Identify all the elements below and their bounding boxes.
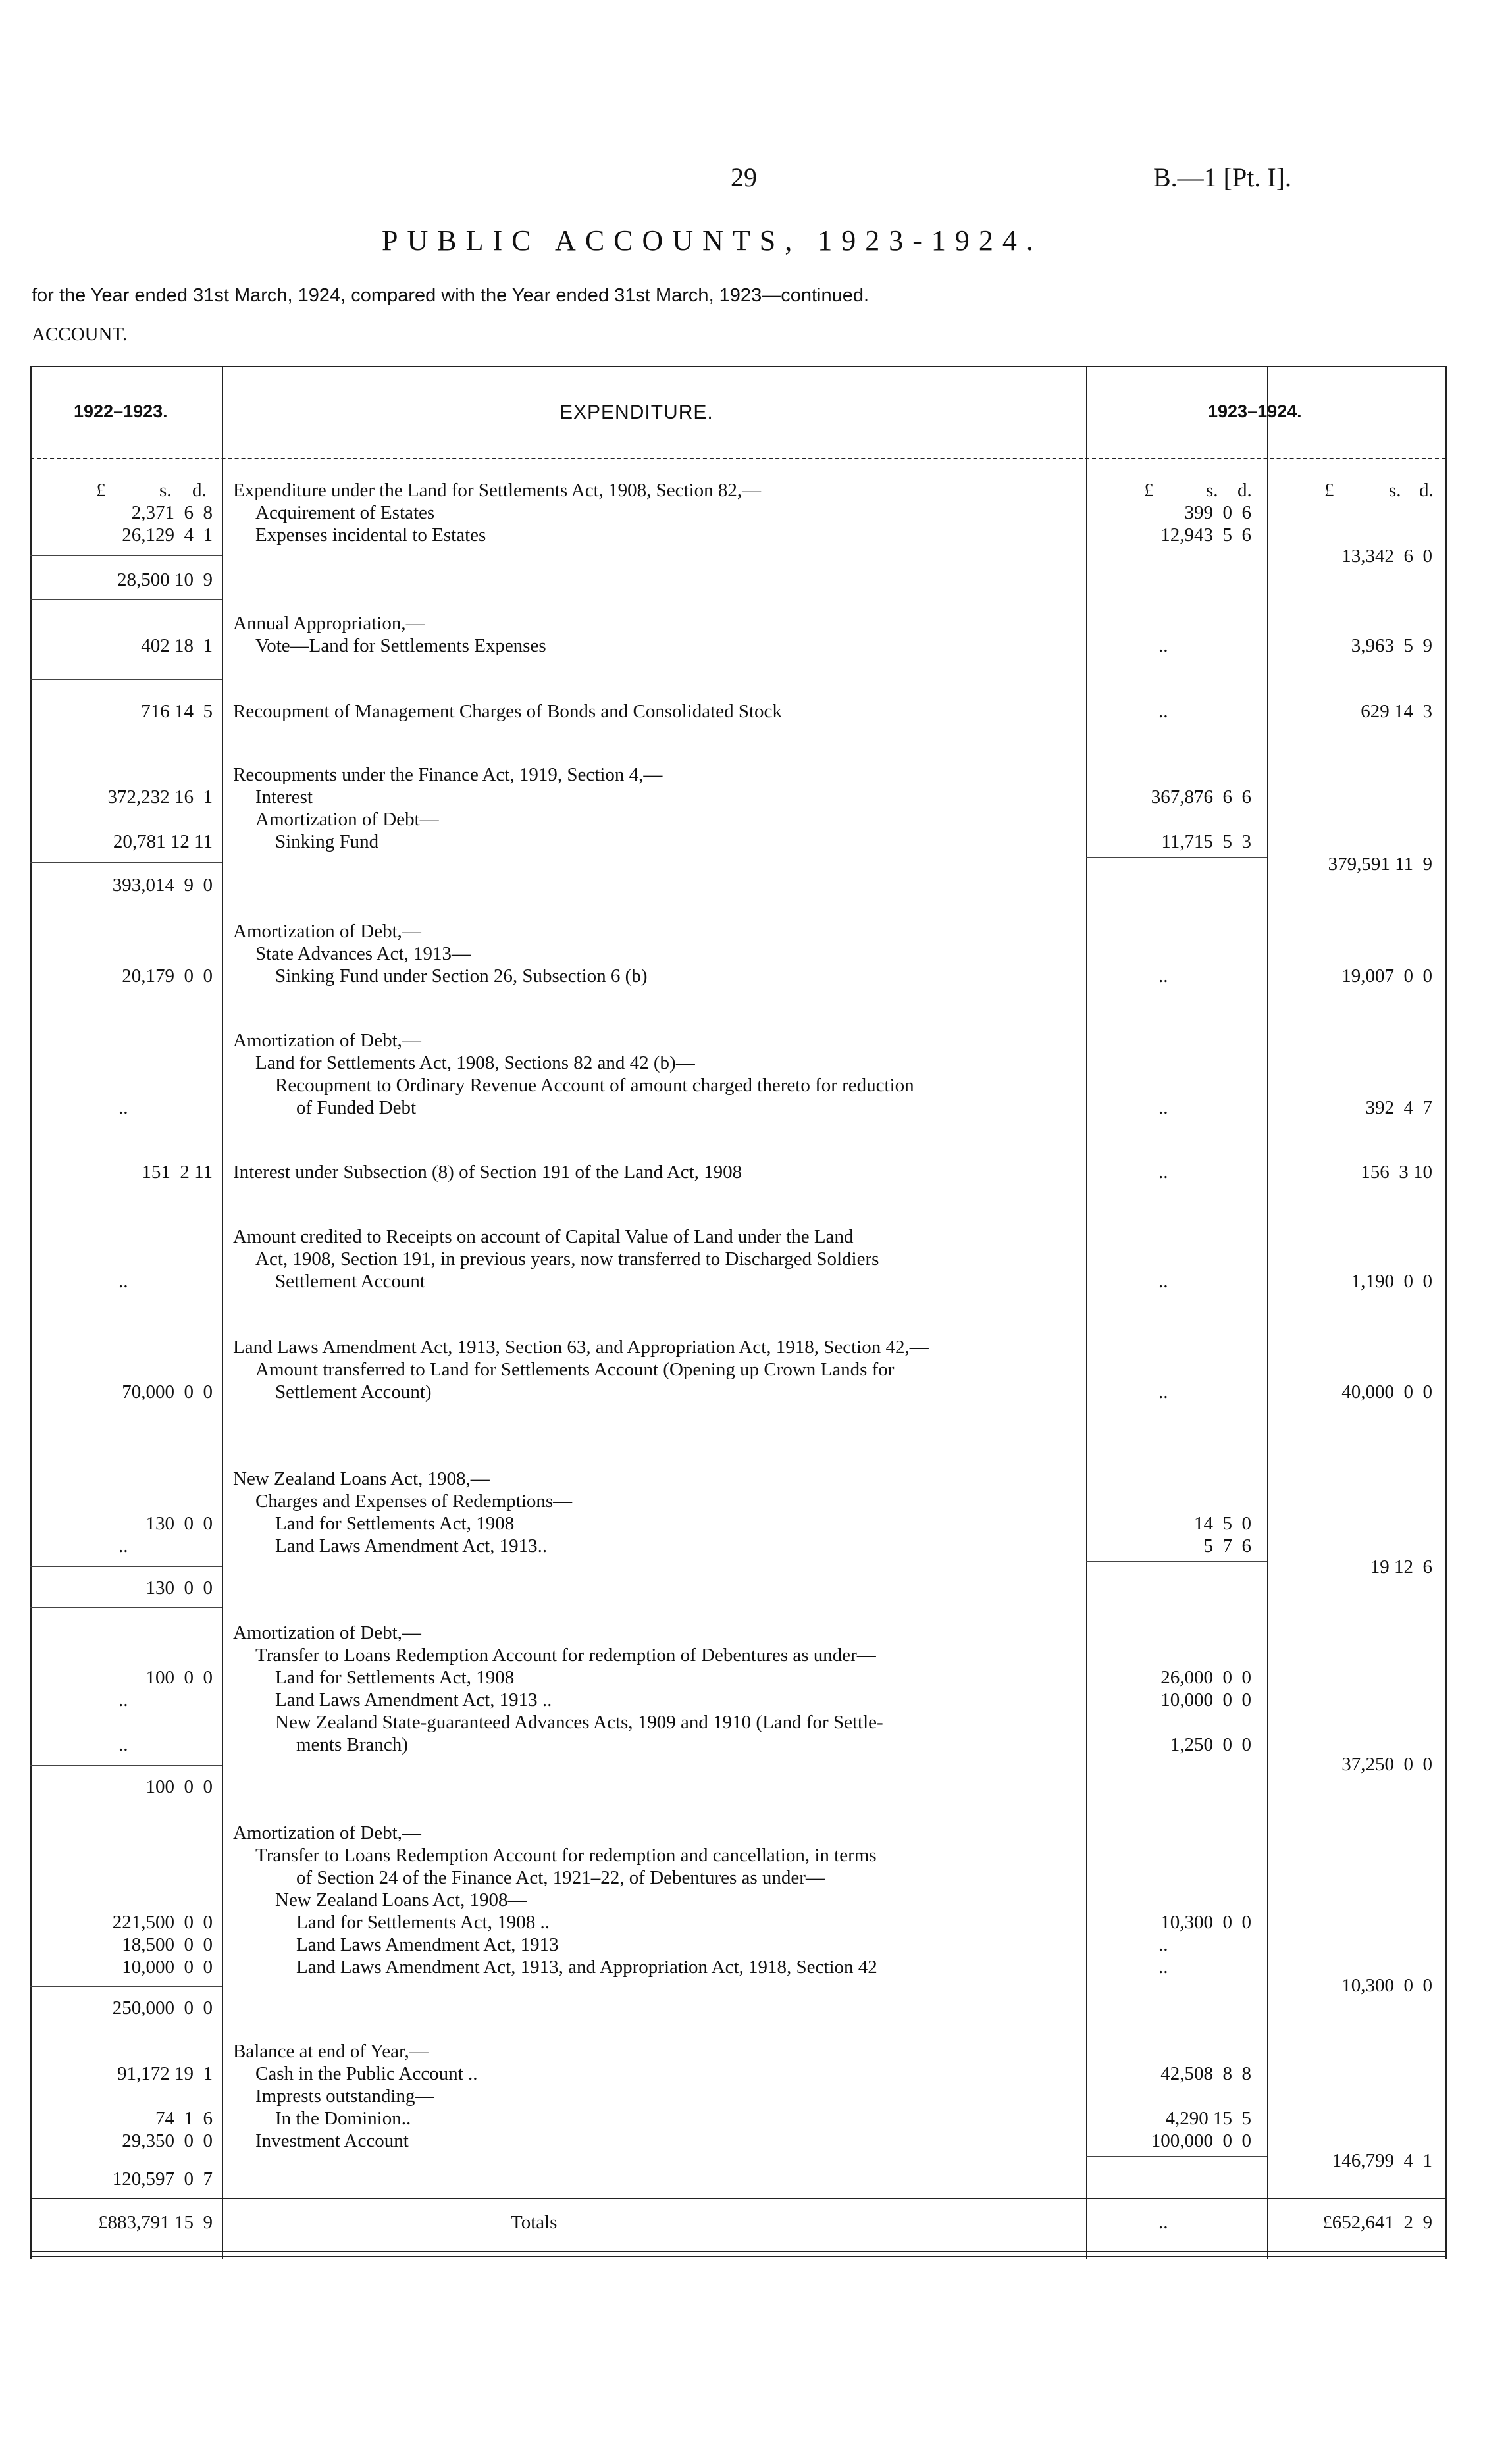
r3-total: 629 14 3: [1361, 701, 1432, 722]
r3-detail: ..: [1158, 701, 1168, 722]
r5-desc-1: State Advances Act, 1913—: [255, 943, 471, 964]
r6-desc-0: Amortization of Debt,—: [233, 1030, 421, 1051]
r11-detail-2: 1,250 0 0: [1170, 1734, 1251, 1755]
r6-prev: ..: [118, 1097, 128, 1118]
r8-desc-1: Act, 1908, Section 191, in previous years, now transferred to Discharged Soldiers: [255, 1248, 879, 1270]
column-header-expenditure: EXPENDITURE.: [559, 401, 714, 423]
r1-detail-1: 12,943 5 6: [1160, 525, 1251, 546]
page-subtitle: for the Year ended 31st March, 1924, compared with the Year ended 31st March, 1923—continued.: [32, 285, 870, 306]
r4-desc-3: Sinking Fund: [275, 831, 379, 852]
detail-pound-head: £: [1144, 480, 1154, 501]
r4-total: 379,591 11 9: [1328, 854, 1432, 875]
r4-desc-1: Interest: [255, 786, 313, 808]
r8-desc-0: Amount credited to Receipts on account of Capital Value of Land under the Land: [233, 1226, 854, 1247]
r10-desc-3: Land Laws Amendment Act, 1913..: [275, 1535, 548, 1556]
r11-desc-2: Land for Settlements Act, 1908: [275, 1667, 515, 1688]
totals-detail: ..: [1158, 2212, 1168, 2233]
r8-total: 1,190 0 0: [1351, 1271, 1432, 1292]
r6-total: 392 4 7: [1365, 1097, 1432, 1118]
r11-prev-rule: [30, 1765, 222, 1766]
r4-prev-0: 372,232 16 1: [107, 786, 213, 808]
r13-detail-1: 4,290 15 5: [1165, 2108, 1251, 2129]
col-divider-total: [1267, 366, 1268, 2259]
r1-desc-1: Acquirement of Estates: [255, 502, 435, 523]
totals-double-rule: [30, 2251, 1445, 2257]
r1-prev-rule: [30, 555, 222, 556]
r2-prev: 402 18 1: [141, 635, 213, 656]
r4-prev-total: 393,014 9 0: [112, 875, 213, 896]
r9-desc-2: Settlement Account): [275, 1381, 432, 1402]
column-header-curr-year: 1923–1924.: [1208, 401, 1302, 421]
r5-desc-0: Amortization of Debt,—: [233, 921, 421, 942]
r13-total: 146,799 4 1: [1332, 2150, 1432, 2171]
r11-desc-5: ments Branch): [296, 1734, 408, 1755]
prev-pound-head: £: [96, 480, 106, 501]
r5-prev: 20,179 0 0: [122, 965, 213, 987]
r10-prev-total: 130 0 0: [145, 1578, 213, 1599]
r12-desc-2: of Section 24 of the Finance Act, 1921–22, of Debentures as under—: [296, 1867, 825, 1888]
r4-desc-2: Amortization of Debt—: [255, 809, 439, 830]
r2-detail: ..: [1158, 635, 1168, 656]
r1-detail-0: 399 0 6: [1184, 502, 1251, 523]
table-left-border: [30, 366, 32, 2259]
r7-prev: 151 2 11: [142, 1162, 213, 1183]
r4-detail-0: 367,876 6 6: [1151, 786, 1251, 808]
r7-desc: Interest under Subsection (8) of Section 191 of the Land Act, 1908: [233, 1162, 742, 1183]
r5-desc-2: Sinking Fund under Section 26, Subsection 6 (b): [275, 965, 648, 987]
r6-desc-3: of Funded Debt: [296, 1097, 417, 1118]
page-number: 29: [731, 163, 757, 192]
r12-detail-1: ..: [1158, 1934, 1168, 1955]
r3-prev: 716 14 5: [141, 701, 213, 722]
r10-detail-0: 14 5 0: [1194, 1513, 1251, 1534]
r13-desc-4: Investment Account: [255, 2130, 409, 2151]
r13-desc-2: Imprests outstanding—: [255, 2086, 434, 2107]
r6-desc-1: Land for Settlements Act, 1908, Sections 82 and 42 (b)—: [255, 1052, 695, 1073]
r1-prev-total: 28,500 10 9: [117, 569, 213, 590]
r11-prev-1: ..: [118, 1689, 128, 1710]
r13-detail-0: 42,508 8 8: [1160, 2063, 1251, 2084]
r11-prev-0: 100 0 0: [145, 1667, 213, 1688]
r9-desc-1: Amount transferred to Land for Settlements Account (Opening up Crown Lands for: [255, 1359, 895, 1380]
totals-total: £652,641 2 9: [1322, 2212, 1432, 2233]
r11-desc-4: New Zealand State-guaranteed Advances Acts, 1909 and 1910 (Land for Settle-: [275, 1712, 883, 1733]
r11-prev-total: 100 0 0: [145, 1776, 213, 1797]
r11-detail-1: 10,000 0 0: [1160, 1689, 1251, 1710]
detail-shilling-head: s.: [1206, 480, 1218, 501]
prev-shilling-head: s.: [159, 480, 172, 501]
r9-total: 40,000 0 0: [1341, 1381, 1432, 1402]
r13-prev-1: 74 1 6: [155, 2108, 213, 2129]
r11-desc-0: Amortization of Debt,—: [233, 1622, 421, 1643]
r1-desc-0: Expenditure under the Land for Settlements Act, 1908, Section 82,—: [233, 480, 762, 501]
r10-detail-1: 5 7 6: [1203, 1535, 1251, 1556]
r12-desc-0: Amortization of Debt,—: [233, 1822, 421, 1843]
r4-desc-0: Recoupments under the Finance Act, 1919, Section 4,—: [233, 764, 663, 785]
r12-prev-rule: [30, 1986, 222, 1987]
r7-detail: ..: [1158, 1162, 1168, 1183]
r13-prev-total: 120,597 0 7: [112, 2169, 213, 2190]
totals-top-rule: [30, 2198, 1445, 2199]
totals-label: Totals: [511, 2212, 558, 2233]
r2-row-rule: [30, 679, 222, 680]
r1-prev-1: 26,129 4 1: [122, 525, 213, 546]
r2-desc-1: Vote—Land for Settlements Expenses: [255, 635, 546, 656]
r8-detail: ..: [1158, 1271, 1168, 1292]
r10-row-rule: [30, 1607, 222, 1608]
column-header-prev-year: 1922–1923.: [74, 401, 168, 421]
r12-desc-1: Transfer to Loans Redemption Account for redemption and cancellation, in terms: [255, 1845, 877, 1866]
r12-detail-2: ..: [1158, 1957, 1168, 1978]
account-label: ACCOUNT.: [32, 324, 128, 345]
r9-prev: 70,000 0 0: [122, 1381, 213, 1402]
r10-detail-rule: [1086, 1561, 1267, 1562]
r11-desc-1: Transfer to Loans Redemption Account for redemption of Debentures as under—: [255, 1645, 876, 1666]
detail-pence-head: d.: [1237, 480, 1252, 501]
r1-desc-2: Expenses incidental to Estates: [255, 525, 486, 546]
r12-prev-total: 250,000 0 0: [112, 1997, 213, 2018]
r12-desc-5: Land Laws Amendment Act, 1913: [296, 1934, 559, 1955]
r9-detail: ..: [1158, 1381, 1168, 1402]
r6-desc-2: Recoupment to Ordinary Revenue Account of amount charged thereto for reduction: [275, 1075, 914, 1096]
col-divider-detail: [1086, 366, 1087, 2259]
r4-detail-1: 11,715 5 3: [1161, 831, 1251, 852]
r10-desc-1: Charges and Expenses of Redemptions—: [255, 1491, 573, 1512]
r2-total: 3,963 5 9: [1351, 635, 1432, 656]
r4-detail-rule: [1086, 857, 1267, 858]
r11-total: 37,250 0 0: [1341, 1754, 1432, 1775]
r13-prev-0: 91,172 19 1: [117, 2063, 213, 2084]
r12-total: 10,300 0 0: [1341, 1975, 1432, 1996]
r13-detail-rule: [1086, 2156, 1267, 2157]
prev-pence-head: d.: [192, 480, 207, 501]
r12-detail-0: 10,300 0 0: [1160, 1912, 1251, 1933]
r11-prev-2: ..: [118, 1734, 128, 1755]
r4-prev-1: 20,781 12 11: [113, 831, 213, 852]
r12-desc-6: Land Laws Amendment Act, 1913, and Appropriation Act, 1918, Section 42: [296, 1957, 877, 1978]
r5-total: 19,007 0 0: [1341, 965, 1432, 987]
r10-desc-0: New Zealand Loans Act, 1908,—: [233, 1468, 490, 1489]
r12-prev-1: 18,500 0 0: [122, 1934, 213, 1955]
r12-prev-2: 10,000 0 0: [122, 1957, 213, 1978]
total-pence-head: d.: [1419, 480, 1434, 501]
r8-prev: ..: [118, 1271, 128, 1292]
r13-detail-2: 100,000 0 0: [1151, 2130, 1251, 2151]
totals-prev: £883,791 15 9: [98, 2212, 213, 2233]
r10-prev-1: ..: [118, 1535, 128, 1556]
r1-row-rule: [30, 599, 222, 600]
r1-total: 13,342 6 0: [1341, 546, 1432, 567]
r9-desc-0: Land Laws Amendment Act, 1913, Section 63, and Appropriation Act, 1918, Section 42,—: [233, 1337, 929, 1358]
r11-desc-3: Land Laws Amendment Act, 1913 ..: [275, 1689, 552, 1710]
r12-prev-0: 221,500 0 0: [112, 1912, 213, 1933]
r11-detail-0: 26,000 0 0: [1160, 1667, 1251, 1688]
r3-desc: Recoupment of Management Charges of Bonds and Consolidated Stock: [233, 701, 782, 722]
r13-prev-2: 29,350 0 0: [122, 2130, 213, 2151]
r10-total: 19 12 6: [1370, 1556, 1432, 1578]
total-shilling-head: s.: [1389, 480, 1401, 501]
header-bottom-rule: [30, 458, 1445, 459]
r13-desc-1: Cash in the Public Account ..: [255, 2063, 478, 2084]
r2-desc-0: Annual Appropriation,—: [233, 613, 425, 634]
page-title: PUBLIC ACCOUNTS, 1923-1924.: [382, 224, 1043, 257]
r10-desc-2: Land for Settlements Act, 1908: [275, 1513, 515, 1534]
r5-detail: ..: [1158, 965, 1168, 987]
r10-prev-rule: [30, 1566, 222, 1567]
col-divider-prev: [222, 366, 223, 2259]
r12-desc-4: Land for Settlements Act, 1908 ..: [296, 1912, 550, 1933]
r6-detail: ..: [1158, 1097, 1168, 1118]
r13-desc-0: Balance at end of Year,—: [233, 2041, 429, 2062]
r13-desc-3: In the Dominion..: [275, 2108, 411, 2129]
r12-desc-3: New Zealand Loans Act, 1908—: [275, 1889, 527, 1911]
table-top-rule: [30, 366, 1445, 367]
r8-desc-2: Settlement Account: [275, 1271, 425, 1292]
r7-total: 156 3 10: [1361, 1162, 1432, 1183]
total-pound-head: £: [1324, 480, 1334, 501]
r10-prev-0: 130 0 0: [145, 1513, 213, 1534]
document-reference: B.—1 [Pt. I].: [1153, 163, 1291, 192]
table-right-border: [1445, 366, 1447, 2259]
r1-prev-0: 2,371 6 8: [131, 502, 213, 523]
r4-prev-rule: [30, 862, 222, 863]
